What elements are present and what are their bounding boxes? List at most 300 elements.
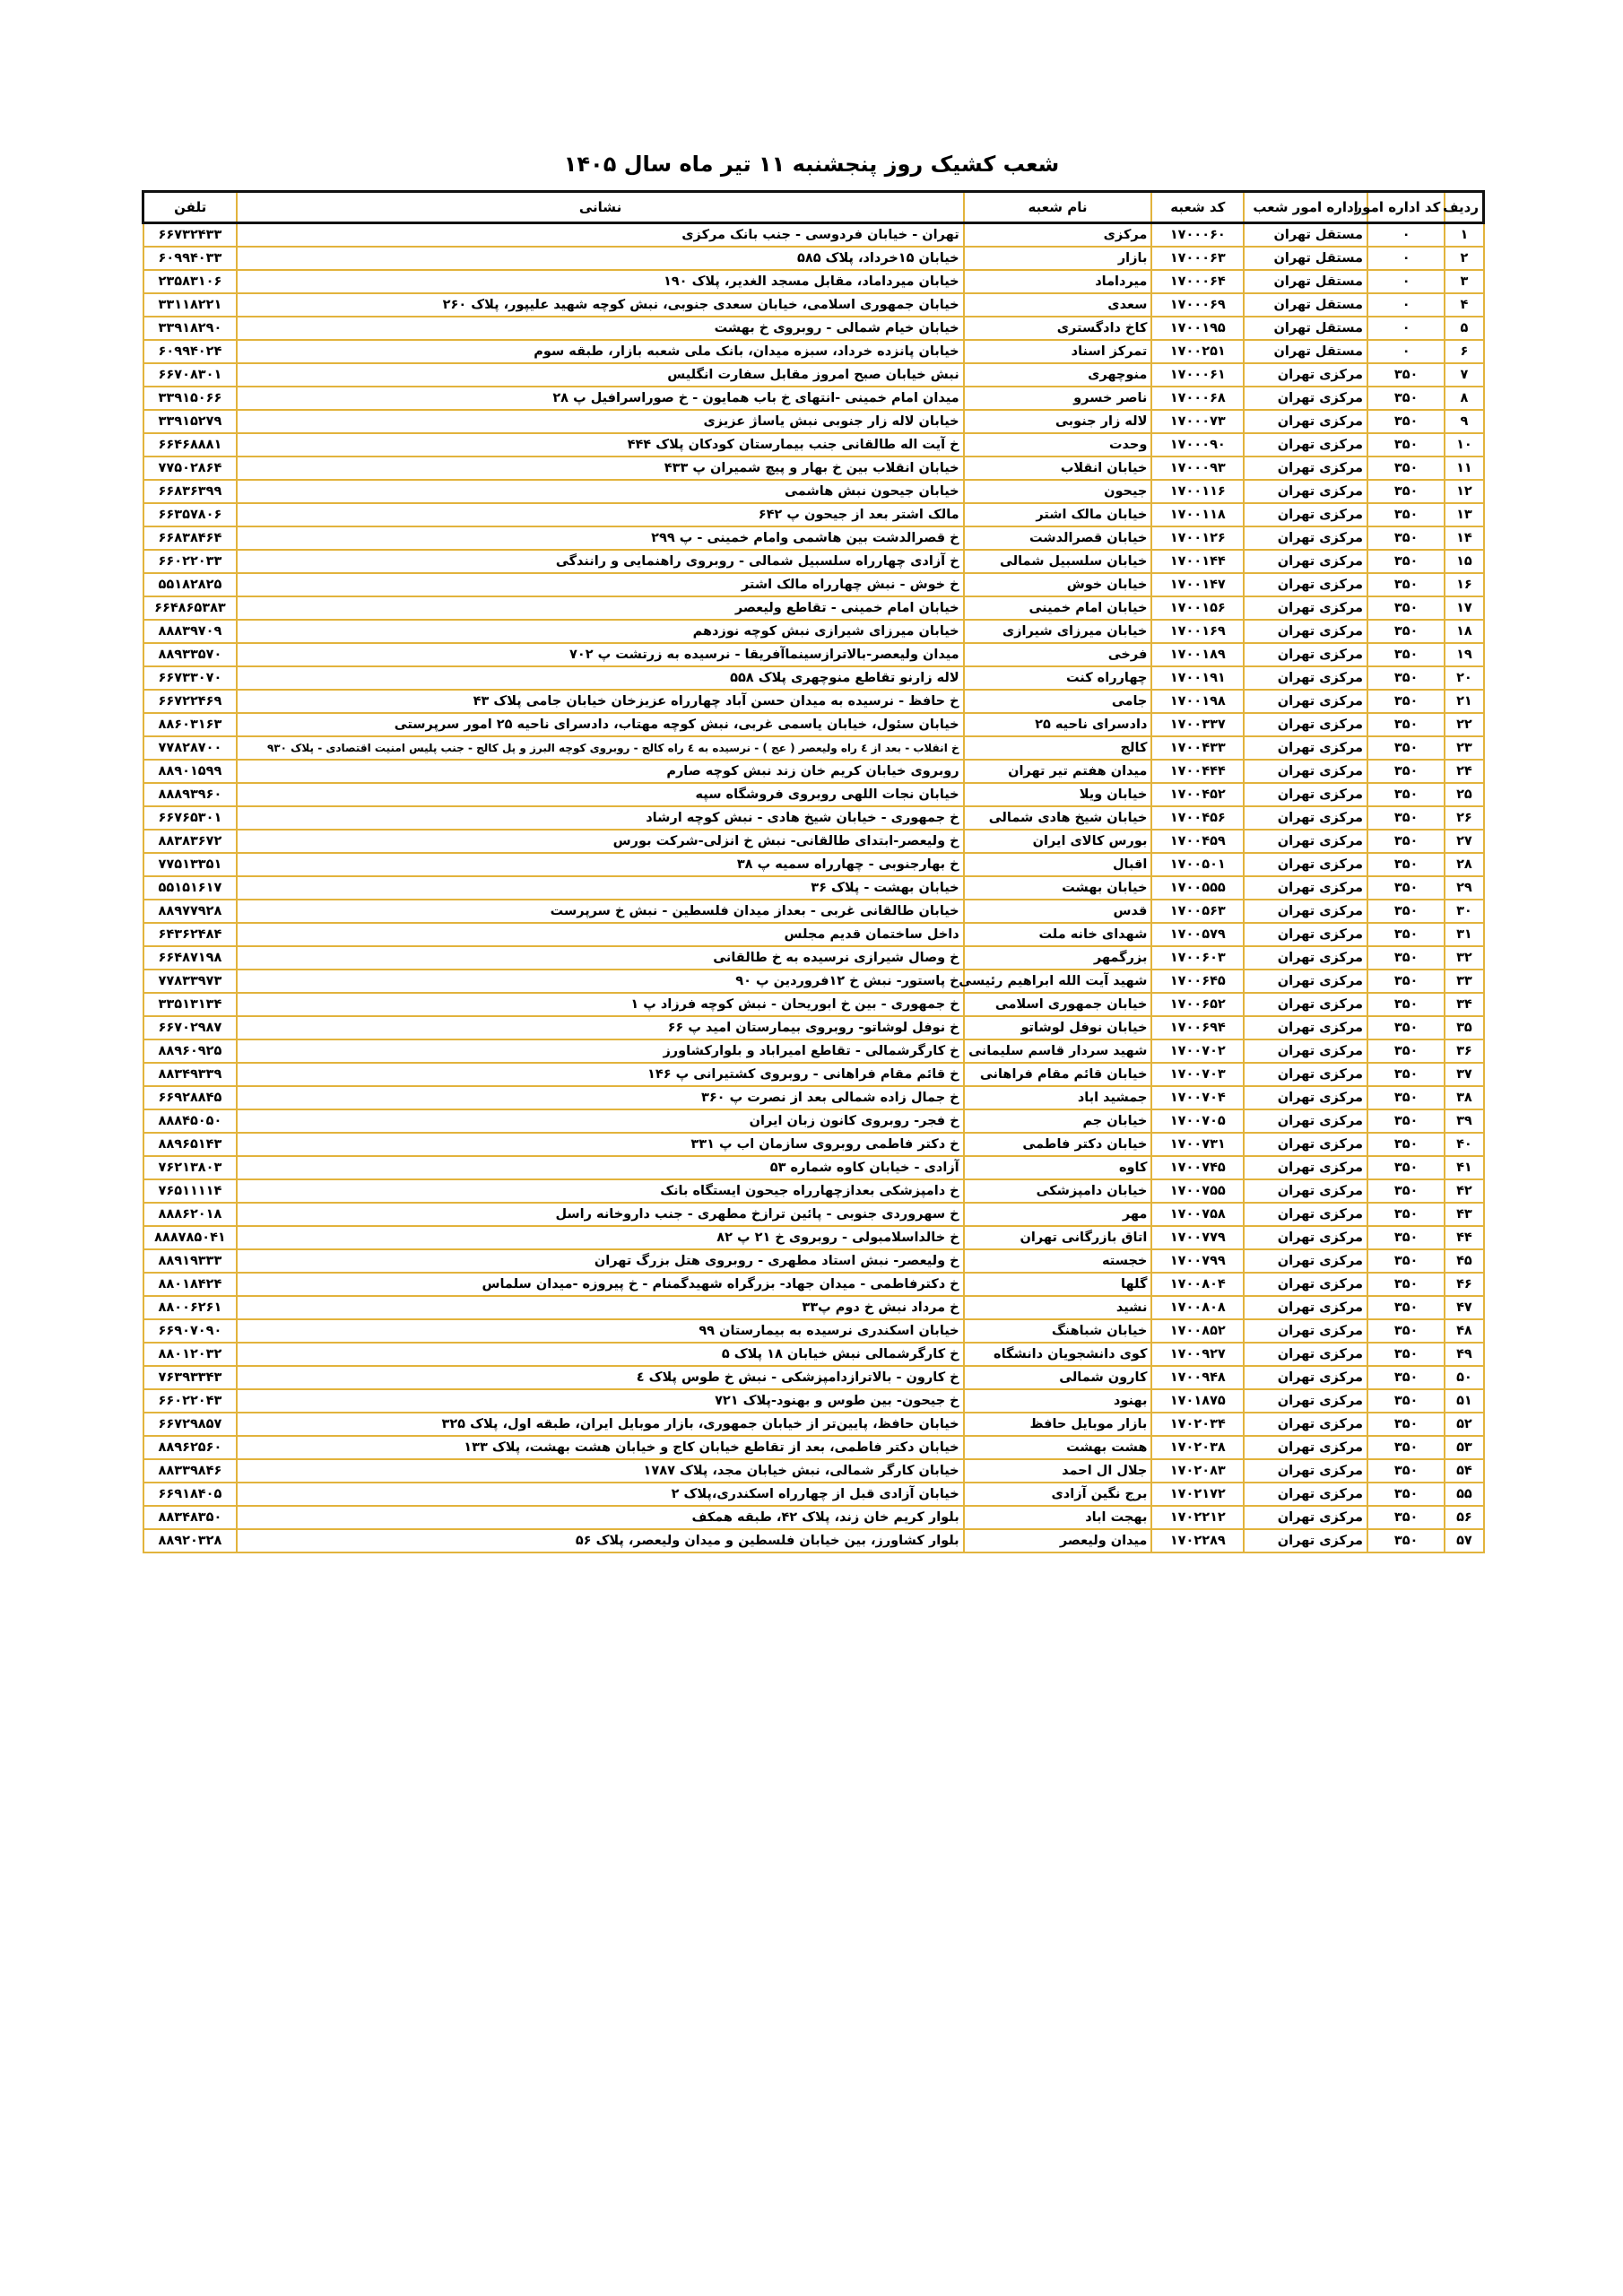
dept-code-cell: ۳۵۰ — [1367, 1413, 1445, 1436]
dept-cell: مرکزی تهران — [1244, 1063, 1367, 1086]
phone-cell: ۳۳۵۱۳۱۳۴ — [143, 993, 238, 1016]
row-number-cell: ۵۵ — [1445, 1483, 1483, 1506]
row-number-cell: ۴۹ — [1445, 1343, 1483, 1366]
phone-cell: ۶۶۴۸۶۵۳۸۳ — [143, 596, 238, 620]
phone-cell: ۶۶۸۳۶۳۹۹ — [143, 480, 238, 503]
table-row — [143, 1016, 1484, 1039]
phone-cell: ۸۸۶۰۳۱۶۳ — [143, 713, 238, 736]
phone-cell: ۸۸۸۳۹۷۰۹ — [143, 620, 238, 643]
table-row — [143, 643, 1484, 666]
address-cell: خ دکترفاطمی - میدان جهاد- بزرگراه شهیدگمنام - خ پیروزه -میدان سلماس — [237, 1273, 963, 1296]
address-cell: خ دامپزشکی بعدازچهارراه جیحون ایستگاه بانک — [237, 1179, 963, 1203]
branch-code-cell: ۱۷۰۰۰۶۴ — [1151, 270, 1244, 293]
branch-code-cell: ۱۷۰۰۱۹۸ — [1151, 690, 1244, 713]
branch-code-cell: ۱۷۰۰۷۹۹ — [1151, 1249, 1244, 1273]
address-cell: خ کارگرشمالی نبش خیابان ۱۸ پلاک ۵ — [237, 1343, 963, 1366]
dept-code-cell: ۳۵۰ — [1367, 923, 1445, 946]
branch-code-cell: ۱۷۰۰۰۶۱ — [1151, 363, 1244, 387]
branch-name-cell: وحدت — [964, 433, 1152, 457]
address-cell: میدان ولیعصر-بالاترازسینماآفریقا - نرسیده به زرتشت پ ۷۰۲ — [237, 643, 963, 666]
table-row — [143, 1203, 1484, 1226]
header-phone: تلفن — [143, 192, 238, 223]
branch-name-cell: مرکزی — [964, 223, 1152, 248]
table-row — [143, 457, 1484, 480]
page-title: شعب کشیک روز پنجشنبه ۱۱ تیر ماه سال ۱۴۰۵ — [563, 152, 1060, 177]
table-row — [143, 783, 1484, 806]
branch-name-cell: کاوه — [964, 1156, 1152, 1179]
dept-cell: مرکزی تهران — [1244, 876, 1367, 900]
row-number-cell: ۳۴ — [1445, 993, 1483, 1016]
dept-cell: مرکزی تهران — [1244, 480, 1367, 503]
phone-cell: ۵۵۱۵۱۶۱۷ — [143, 876, 238, 900]
phone-cell: ۶۰۹۹۴۰۳۳ — [143, 247, 238, 270]
dept-code-cell: ۳۵۰ — [1367, 900, 1445, 923]
dept-code-cell: ۳۵۰ — [1367, 480, 1445, 503]
branch-name-cell: بزرگمهر — [964, 946, 1152, 970]
phone-cell: ۶۴۳۶۲۴۸۴ — [143, 923, 238, 946]
dept-code-cell: ۰ — [1367, 340, 1445, 363]
row-number-cell: ۱۹ — [1445, 643, 1483, 666]
row-number-cell: ۳۱ — [1445, 923, 1483, 946]
table-row — [143, 526, 1484, 550]
address-cell: لاله زارنو تقاطع منوچهری پلاک ۵۵۸ — [237, 666, 963, 690]
table-row — [143, 620, 1484, 643]
dept-code-cell: ۳۵۰ — [1367, 1109, 1445, 1133]
branch-name-cell: شهدای خانه ملت — [964, 923, 1152, 946]
address-cell: بلوار کریم خان زند، پلاک ۴۲، طبقه همکف — [237, 1506, 963, 1529]
phone-cell: ۶۶۷۳۳۰۷۰ — [143, 666, 238, 690]
table-row — [143, 736, 1484, 760]
branch-name-cell: خیابان شیخ هادی شمالی — [964, 806, 1152, 830]
phone-cell: ۸۸۳۴۸۳۵۰ — [143, 1506, 238, 1529]
address-cell: خ جمهوری - خیابان شیخ هادی - نبش کوچه ارشاد — [237, 806, 963, 830]
branch-name-cell: خجسته — [964, 1249, 1152, 1273]
address-cell: تهران - خیابان فردوسی - جنب بانک مرکزی — [237, 223, 963, 248]
phone-cell: ۶۶۷۰۸۳۰۱ — [143, 363, 238, 387]
branch-name-cell: مهر — [964, 1203, 1152, 1226]
address-cell: آزادی - خیابان کاوه شماره ۵۳ — [237, 1156, 963, 1179]
phone-cell: ۸۸۰۱۸۴۲۴ — [143, 1273, 238, 1296]
address-cell: خ نوفل لوشاتو- روبروی بیمارستان امید پ ۶۶ — [237, 1016, 963, 1039]
dept-code-cell: ۰ — [1367, 247, 1445, 270]
phone-cell: ۸۸۸۴۵۰۵۰ — [143, 1109, 238, 1133]
dept-code-cell: ۳۵۰ — [1367, 573, 1445, 596]
table-header-row — [143, 192, 1484, 223]
branch-name-cell: خیابان قصرالدشت — [964, 526, 1152, 550]
row-number-cell: ۳۷ — [1445, 1063, 1483, 1086]
address-cell: خ آزادی چهارراه سلسبیل شمالی - روبروی راهنمایی و رانندگی — [237, 550, 963, 573]
table-body — [143, 223, 1484, 1553]
dept-code-cell: ۳۵۰ — [1367, 1483, 1445, 1506]
dept-code-cell: ۳۵۰ — [1367, 1366, 1445, 1389]
address-cell: خ آیت اله طالقانی جنب بیمارستان کودکان پلاک ۴۴۴ — [237, 433, 963, 457]
table-row — [143, 1343, 1484, 1366]
table-row — [143, 1226, 1484, 1249]
address-cell: خ کارگرشمالی - تقاطع امیراباد و بلوارکشاورز — [237, 1039, 963, 1063]
branch-name-cell: ناصر خسرو — [964, 387, 1152, 410]
row-number-cell: ۴۸ — [1445, 1319, 1483, 1343]
address-cell: خیابان اسکندری نرسیده به بیمارستان ۹۹ — [237, 1319, 963, 1343]
address-cell: خیابان بهشت - پلاک ۳۶ — [237, 876, 963, 900]
dept-code-cell: ۳۵۰ — [1367, 410, 1445, 433]
row-number-cell: ۳ — [1445, 270, 1483, 293]
dept-cell: مرکزی تهران — [1244, 1086, 1367, 1109]
address-cell: خ جمهوری - بین خ ابوریحان - نبش کوچه فرزاد پ ۱ — [237, 993, 963, 1016]
table-row — [143, 1249, 1484, 1273]
branch-code-cell: ۱۷۰۰۸۰۸ — [1151, 1296, 1244, 1319]
branch-name-cell: اتاق بازرگانی تهران — [964, 1226, 1152, 1249]
branch-name-cell: کاخ دادگستری — [964, 317, 1152, 340]
dept-cell: مرکزی تهران — [1244, 1203, 1367, 1226]
address-cell: خیابان انقلاب بین خ بهار و پیچ شمیران پ ۴۳۳ — [237, 457, 963, 480]
branch-code-cell: ۱۷۰۰۵۵۵ — [1151, 876, 1244, 900]
address-cell: خ سهروردی جنوبی - پائین ترازخ مطهری - جنب داروخانه راسل — [237, 1203, 963, 1226]
address-cell: خیابان آزادی قبل از چهارراه اسکندری،پلاک ۲ — [237, 1483, 963, 1506]
phone-cell: ۸۸۸۹۳۹۶۰ — [143, 783, 238, 806]
phone-cell: ۸۸۹۲۰۳۲۸ — [143, 1529, 238, 1552]
table-row — [143, 1413, 1484, 1436]
dept-cell: مرکزی تهران — [1244, 713, 1367, 736]
branch-code-cell: ۱۷۰۰۶۰۳ — [1151, 946, 1244, 970]
phone-cell: ۵۵۱۸۲۸۲۵ — [143, 573, 238, 596]
table-row — [143, 1133, 1484, 1156]
dept-code-cell: ۳۵۰ — [1367, 1179, 1445, 1203]
branch-name-cell: خیابان میرزای شیرازی — [964, 620, 1152, 643]
dept-cell: مرکزی تهران — [1244, 620, 1367, 643]
dept-code-cell: ۳۵۰ — [1367, 1133, 1445, 1156]
phone-cell: ۳۳۱۱۸۲۲۱ — [143, 293, 238, 317]
dept-code-cell: ۳۵۰ — [1367, 806, 1445, 830]
dept-code-cell: ۳۵۰ — [1367, 946, 1445, 970]
branch-code-cell: ۱۷۰۰۱۴۷ — [1151, 573, 1244, 596]
branch-name-cell: لاله زار جنوبی — [964, 410, 1152, 433]
dept-code-cell: ۳۵۰ — [1367, 713, 1445, 736]
row-number-cell: ۱۴ — [1445, 526, 1483, 550]
header-branch-code: کد شعبه — [1151, 192, 1244, 223]
phone-cell: ۷۶۲۱۳۸۰۳ — [143, 1156, 238, 1179]
address-cell: خیابان میرداماد، مقابل مسجد الغدیر، پلاک ۱۹۰ — [237, 270, 963, 293]
branch-code-cell: ۱۷۰۰۷۷۹ — [1151, 1226, 1244, 1249]
address-cell: خیابان لاله زار جنوبی نبش یاساژ عزیزی — [237, 410, 963, 433]
table-row — [143, 1459, 1484, 1483]
branch-name-cell: هشت بهشت — [964, 1436, 1152, 1459]
phone-cell: ۶۶۷۶۵۳۰۱ — [143, 806, 238, 830]
branch-name-cell: شهید آیت الله ابراهیم رئیسی — [964, 970, 1152, 993]
table-row — [143, 993, 1484, 1016]
dept-code-cell: ۳۵۰ — [1367, 1319, 1445, 1343]
phone-cell: ۶۶۰۲۲۰۴۳ — [143, 1389, 238, 1413]
dept-code-cell: ۳۵۰ — [1367, 1203, 1445, 1226]
dept-code-cell: ۳۵۰ — [1367, 643, 1445, 666]
address-cell: روبروی خیابان کریم خان زند نبش کوچه صارم — [237, 760, 963, 783]
dept-cell: مرکزی تهران — [1244, 1343, 1367, 1366]
branch-name-cell: میدان ولیعصر — [964, 1529, 1152, 1552]
row-number-cell: ۳۵ — [1445, 1016, 1483, 1039]
branch-code-cell: ۱۷۰۲۰۳۸ — [1151, 1436, 1244, 1459]
address-cell: خ مرداد نبش خ دوم پ۳۳ — [237, 1296, 963, 1319]
branch-code-cell: ۱۷۰۰۷۰۵ — [1151, 1109, 1244, 1133]
dept-cell: مرکزی تهران — [1244, 1226, 1367, 1249]
dept-code-cell: ۳۵۰ — [1367, 526, 1445, 550]
phone-cell: ۶۰۹۹۴۰۲۴ — [143, 340, 238, 363]
dept-cell: مرکزی تهران — [1244, 1133, 1367, 1156]
dept-cell: مرکزی تهران — [1244, 1366, 1367, 1389]
branch-code-cell: ۱۷۰۰۷۵۸ — [1151, 1203, 1244, 1226]
dept-cell: مرکزی تهران — [1244, 1273, 1367, 1296]
branch-name-cell: خیابان شباهنگ — [964, 1319, 1152, 1343]
branch-name-cell: دادسرای ناحیه ۲۵ — [964, 713, 1152, 736]
row-number-cell: ۴۰ — [1445, 1133, 1483, 1156]
branch-name-cell: خیابان دکتر فاطمی — [964, 1133, 1152, 1156]
branch-name-cell: قدس — [964, 900, 1152, 923]
phone-cell: ۸۸۳۴۹۳۳۹ — [143, 1063, 238, 1086]
branch-code-cell: ۱۷۰۰۰۶۹ — [1151, 293, 1244, 317]
dept-cell: مستقل تهران — [1244, 317, 1367, 340]
address-cell: خیابان نجات اللهی روبروی فروشگاه سپه — [237, 783, 963, 806]
dept-cell: مرکزی تهران — [1244, 1109, 1367, 1133]
table-row — [143, 573, 1484, 596]
address-cell: خ کارون - بالاترازدامپزشکی - نبش خ طوس پلاک ٤ — [237, 1366, 963, 1389]
dept-cell: مرکزی تهران — [1244, 736, 1367, 760]
branch-code-cell: ۱۷۰۰۷۰۳ — [1151, 1063, 1244, 1086]
header-dept: اداره امور شعب — [1244, 192, 1367, 223]
phone-cell: ۸۸۳۳۹۸۴۶ — [143, 1459, 238, 1483]
row-number-cell: ۵۲ — [1445, 1413, 1483, 1436]
branch-code-cell: ۱۷۰۰۰۷۳ — [1151, 410, 1244, 433]
row-number-cell: ۲ — [1445, 247, 1483, 270]
address-cell: خیابان سئول، خیابان یاسمی غربی، نبش کوچه مهتاب، دادسرای ناحیه ۲۵ امور سرپرستی — [237, 713, 963, 736]
dept-cell: مرکزی تهران — [1244, 1506, 1367, 1529]
phone-cell: ۸۸۹۶۰۹۲۵ — [143, 1039, 238, 1063]
branch-name-cell: خیابان سلسبیل شمالی — [964, 550, 1152, 573]
phone-cell: ۸۸۹۱۹۳۳۳ — [143, 1249, 238, 1273]
branch-code-cell: ۱۷۰۰۱۸۹ — [1151, 643, 1244, 666]
dept-code-cell: ۳۵۰ — [1367, 783, 1445, 806]
dept-cell: مرکزی تهران — [1244, 1249, 1367, 1273]
address-cell: خیابان طالقانی غربی - بعداز میدان فلسطین - نبش خ سرپرست — [237, 900, 963, 923]
row-number-cell: ۸ — [1445, 387, 1483, 410]
table-row — [143, 1296, 1484, 1319]
phone-cell: ۸۸۹۳۳۵۷۰ — [143, 643, 238, 666]
row-number-cell: ۷ — [1445, 363, 1483, 387]
dept-cell: مرکزی تهران — [1244, 1483, 1367, 1506]
row-number-cell: ۱۵ — [1445, 550, 1483, 573]
phone-cell: ۷۷۵۰۲۸۶۴ — [143, 457, 238, 480]
address-cell: خیابان جمهوری اسلامی، خیابان سعدی جنوبی، نبش کوچه شهید علیپور، پلاک ۲۶۰ — [237, 293, 963, 317]
address-cell: خ جمال زاده شمالی بعد از نصرت پ ۳۶۰ — [237, 1086, 963, 1109]
phone-cell: ۸۸۸۷۸۵۰۴۱ — [143, 1226, 238, 1249]
phone-cell: ۶۶۳۵۷۸۰۶ — [143, 503, 238, 526]
branch-name-cell: خیابان خوش — [964, 573, 1152, 596]
phone-cell: ۷۷۸۲۸۷۰۰ — [143, 736, 238, 760]
row-number-cell: ۱۱ — [1445, 457, 1483, 480]
table-row — [143, 247, 1484, 270]
branch-code-cell: ۱۷۰۰۷۰۲ — [1151, 1039, 1244, 1063]
table-row — [143, 503, 1484, 526]
address-cell: خ قائم مقام فراهانی - روبروی کشتیرانی پ ۱۴۶ — [237, 1063, 963, 1086]
dept-code-cell: ۳۵۰ — [1367, 387, 1445, 410]
dept-code-cell: ۳۵۰ — [1367, 503, 1445, 526]
row-number-cell: ۱۸ — [1445, 620, 1483, 643]
table-row — [143, 1109, 1484, 1133]
table-row — [143, 1366, 1484, 1389]
phone-cell: ۷۶۳۹۳۳۴۳ — [143, 1366, 238, 1389]
address-cell: خ خالداسلامبولی - روبروی خ ۲۱ پ ۸۲ — [237, 1226, 963, 1249]
branch-name-cell: بازار موبایل حافظ — [964, 1413, 1152, 1436]
dept-cell: مستقل تهران — [1244, 247, 1367, 270]
dept-cell: مرکزی تهران — [1244, 526, 1367, 550]
table-row — [143, 1389, 1484, 1413]
branch-name-cell: خیابان جمهوری اسلامی — [964, 993, 1152, 1016]
branch-code-cell: ۱۷۰۰۷۰۴ — [1151, 1086, 1244, 1109]
dept-code-cell: ۳۵۰ — [1367, 690, 1445, 713]
branch-name-cell: جیحون — [964, 480, 1152, 503]
branch-code-cell: ۱۷۰۰۶۵۲ — [1151, 993, 1244, 1016]
phone-cell: ۶۶۰۲۲۰۳۳ — [143, 550, 238, 573]
row-number-cell: ۵۱ — [1445, 1389, 1483, 1413]
dept-cell: مستقل تهران — [1244, 340, 1367, 363]
branch-name-cell: تمرکز اسناد — [964, 340, 1152, 363]
row-number-cell: ۴۵ — [1445, 1249, 1483, 1273]
header-row-number: ردیف — [1445, 192, 1483, 223]
table-row — [143, 853, 1484, 876]
dept-cell: مرکزی تهران — [1244, 946, 1367, 970]
address-cell: میدان امام خمینی -انتهای خ باب همایون - خ صوراسرافیل پ ۲۸ — [237, 387, 963, 410]
branch-code-cell: ۱۷۰۰۴۴۴ — [1151, 760, 1244, 783]
table-row — [143, 410, 1484, 433]
branch-name-cell: کالج — [964, 736, 1152, 760]
address-cell: خیابان ۱۵خرداد، پلاک ۵۸۵ — [237, 247, 963, 270]
dept-cell: مرکزی تهران — [1244, 387, 1367, 410]
row-number-cell: ۱۶ — [1445, 573, 1483, 596]
phone-cell: ۶۶۹۲۸۸۴۵ — [143, 1086, 238, 1109]
phone-cell: ۶۶۴۸۷۱۹۸ — [143, 946, 238, 970]
branch-name-cell: بورس کالای ایران — [964, 830, 1152, 853]
dept-code-cell: ۳۵۰ — [1367, 993, 1445, 1016]
branch-code-cell: ۱۷۰۰۱۲۶ — [1151, 526, 1244, 550]
row-number-cell: ۲۷ — [1445, 830, 1483, 853]
dept-code-cell: ۳۵۰ — [1367, 457, 1445, 480]
table-row — [143, 363, 1484, 387]
table-row — [143, 223, 1484, 248]
phone-cell: ۸۸۹۶۵۱۴۳ — [143, 1133, 238, 1156]
row-number-cell: ۲۴ — [1445, 760, 1483, 783]
phone-cell: ۶۶۷۲۲۴۶۹ — [143, 690, 238, 713]
branch-code-cell: ۱۷۰۲۲۱۲ — [1151, 1506, 1244, 1529]
branch-code-cell: ۱۷۰۰۶۴۵ — [1151, 970, 1244, 993]
branch-name-cell: بازار — [964, 247, 1152, 270]
branch-code-cell: ۱۷۰۲۲۸۹ — [1151, 1529, 1244, 1552]
dept-cell: مرکزی تهران — [1244, 1459, 1367, 1483]
row-number-cell: ۴ — [1445, 293, 1483, 317]
dept-code-cell: ۳۵۰ — [1367, 830, 1445, 853]
row-number-cell: ۲۸ — [1445, 853, 1483, 876]
dept-code-cell: ۰ — [1367, 317, 1445, 340]
dept-code-cell: ۳۵۰ — [1367, 736, 1445, 760]
row-number-cell: ۳۳ — [1445, 970, 1483, 993]
row-number-cell: ۳۹ — [1445, 1109, 1483, 1133]
row-number-cell: ۵۰ — [1445, 1366, 1483, 1389]
table-row — [143, 900, 1484, 923]
dept-code-cell: ۳۵۰ — [1367, 1506, 1445, 1529]
address-cell: خ وصال شیرازی نرسیده به خ طالقانی — [237, 946, 963, 970]
phone-cell: ۶۶۹۱۸۴۰۵ — [143, 1483, 238, 1506]
branch-name-cell: خیابان قائم مقام فراهانی — [964, 1063, 1152, 1086]
dept-code-cell: ۳۵۰ — [1367, 550, 1445, 573]
branch-name-cell: خیابان انقلاب — [964, 457, 1152, 480]
dept-cell: مرکزی تهران — [1244, 830, 1367, 853]
dept-cell: مستقل تهران — [1244, 293, 1367, 317]
phone-cell: ۸۸۹۶۲۵۶۰ — [143, 1436, 238, 1459]
branch-code-cell: ۱۷۰۰۱۹۵ — [1151, 317, 1244, 340]
table-row — [143, 1063, 1484, 1086]
phone-cell: ۷۷۵۱۳۳۵۱ — [143, 853, 238, 876]
phone-cell: ۳۳۹۱۸۲۹۰ — [143, 317, 238, 340]
dept-code-cell: ۳۵۰ — [1367, 1016, 1445, 1039]
branch-code-cell: ۱۷۰۰۸۰۴ — [1151, 1273, 1244, 1296]
dept-code-cell: ۳۵۰ — [1367, 1273, 1445, 1296]
branch-code-cell: ۱۷۰۲۰۸۳ — [1151, 1459, 1244, 1483]
address-cell: خیابان دکتر فاطمی، بعد از تقاطع خیابان کاج و خیابان هشت بهشت، پلاک ۱۳۳ — [237, 1436, 963, 1459]
row-number-cell: ۲۹ — [1445, 876, 1483, 900]
branch-code-cell: ۱۷۰۰۱۵۶ — [1151, 596, 1244, 620]
branch-code-cell: ۱۷۰۰۰۶۸ — [1151, 387, 1244, 410]
dept-code-cell: ۳۵۰ — [1367, 853, 1445, 876]
table-row — [143, 270, 1484, 293]
branch-code-cell: ۱۷۰۰۰۹۳ — [1151, 457, 1244, 480]
dept-cell: مرکزی تهران — [1244, 1389, 1367, 1413]
row-number-cell: ۲۶ — [1445, 806, 1483, 830]
table-row — [143, 666, 1484, 690]
dept-cell: مستقل تهران — [1244, 270, 1367, 293]
dept-code-cell: ۳۵۰ — [1367, 1156, 1445, 1179]
dept-cell: مرکزی تهران — [1244, 1016, 1367, 1039]
address-cell: خ ولیعصر-ابتدای طالقانی- نبش خ انزلی-شرکت بورس — [237, 830, 963, 853]
dept-cell: مرکزی تهران — [1244, 690, 1367, 713]
row-number-cell: ۵ — [1445, 317, 1483, 340]
branch-code-cell: ۱۷۰۰۹۲۷ — [1151, 1343, 1244, 1366]
address-cell: خیابان میرزای شیرازی نبش کوچه نوزدهم — [237, 620, 963, 643]
branch-code-cell: ۱۷۰۰۷۵۵ — [1151, 1179, 1244, 1203]
row-number-cell: ۱۷ — [1445, 596, 1483, 620]
address-cell: خ انقلاب - بعد از ٤ راه ولیعصر ( عج ) - نرسیده به ٤ راه کالج - روبروی کوچه البرز و پل کالج - جنب پلیس امنیت اقتصادی - پلاک ۹۳۰ — [237, 736, 963, 760]
address-cell: خ جیحون- بین طوس و بهنود-پلاک ۷۲۱ — [237, 1389, 963, 1413]
table-row — [143, 550, 1484, 573]
branch-code-cell: ۱۷۰۰۱۶۹ — [1151, 620, 1244, 643]
table-row — [143, 1529, 1484, 1552]
table-row — [143, 387, 1484, 410]
address-cell: خ خوش - نبش چهارراه مالک اشتر — [237, 573, 963, 596]
table-row — [143, 1156, 1484, 1179]
branch-name-cell: بهجت اباد — [964, 1506, 1152, 1529]
row-number-cell: ۵۷ — [1445, 1529, 1483, 1552]
dept-cell: مستقل تهران — [1244, 223, 1367, 248]
row-number-cell: ۲۳ — [1445, 736, 1483, 760]
branch-name-cell: اقبال — [964, 853, 1152, 876]
phone-cell: ۸۸۹۷۷۹۲۸ — [143, 900, 238, 923]
dept-cell: مرکزی تهران — [1244, 923, 1367, 946]
dept-code-cell: ۳۵۰ — [1367, 1086, 1445, 1109]
phone-cell: ۶۶۷۲۹۸۵۷ — [143, 1413, 238, 1436]
row-number-cell: ۴۳ — [1445, 1203, 1483, 1226]
dept-cell: مرکزی تهران — [1244, 806, 1367, 830]
phone-cell: ۶۶۸۳۸۴۶۴ — [143, 526, 238, 550]
table-row — [143, 480, 1484, 503]
dept-cell: مرکزی تهران — [1244, 1156, 1367, 1179]
branch-code-cell: ۱۷۰۰۳۳۷ — [1151, 713, 1244, 736]
table-row — [143, 946, 1484, 970]
header-address: نشانی — [237, 192, 963, 223]
